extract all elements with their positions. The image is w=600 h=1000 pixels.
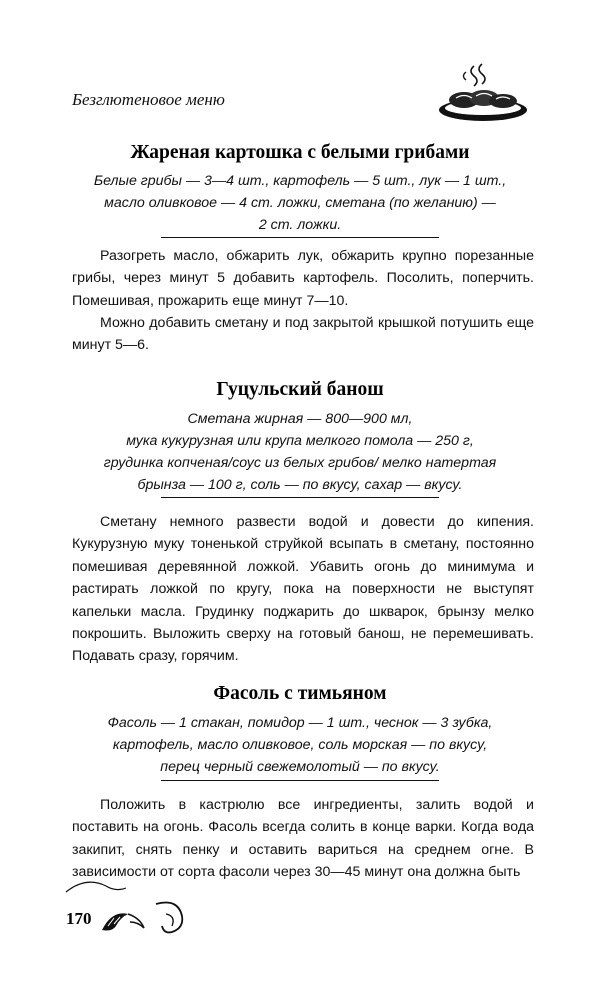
recipe-title: Гуцульский банош — [216, 379, 384, 400]
ingredients-line: Сметана жирная — 800—900 мл, — [187, 411, 413, 427]
ingredients-line: картофель, масло оливковое, соль морская — по вкусу, — [112, 737, 488, 753]
recipe-title: Фасоль с тимьяном — [213, 683, 387, 704]
curl-ornament-icon — [150, 896, 190, 940]
ingredients-line: 2 ст. ложки. — [258, 217, 342, 233]
divider — [161, 237, 439, 238]
divider — [161, 780, 439, 781]
ingredients-list — [60, 170, 540, 236]
ingredients-line: брынза — 100 г, соль — по вкусу, сахар — вкусу. — [137, 477, 463, 493]
page-number: 170 — [66, 909, 92, 928]
instructions-paragraph: Положить в кастрюлю все ингредиенты, залить водой и поставить на огонь. Фасоль всегда солить в конце варки. Когда вода закипит, снять пенку и оставить вариться на среднем огне. В зависимости от сорта фасоли через 30—45 минут она должна быть — [72, 797, 534, 881]
dish-with-steam-icon — [436, 62, 530, 124]
ingredients-list — [60, 712, 540, 778]
instructions-paragraph: Разогреть масло, обжарить лук, обжарить крупно порезанные грибы, через минут 5 добавить картофель. Посолить, поперчить. Помешивая, прожарить еще минут 7—10. — [72, 248, 534, 309]
divider — [161, 497, 439, 498]
leaf-ornament-icon — [98, 904, 150, 934]
ingredients-list — [60, 408, 540, 496]
instructions-paragraph: Можно добавить сметану и под закрытой крышкой потушить еще минут 5—6. — [72, 315, 534, 354]
running-title: Безглютеновое меню — [72, 90, 225, 109]
ingredients-line: грудинка копченая/соус из белых грибов/ мелко натертая — [103, 455, 497, 471]
ingredients-line: мука кукурузная или крупа мелкого помола — 250 г, — [126, 433, 474, 449]
ingredients-line: Фасоль — 1 стакан, помидор — 1 шт., чеснок — 3 зубка, — [107, 715, 493, 731]
instructions-paragraph: Сметану немного развести водой и довести до кипения. Кукурузную муку тоненькой струйкой всыпать в сметану, постоянно помешивая деревянной ложкой. Убавить огонь до минимума и растирать ложкой по кругу, пока на поверхности не выступят капельки масла. Грудинку поджарить до шкварок, брынзу мелко покрошить. Выложить сверху на готовый банош, не перемешивать. Подавать сразу, горячим. — [72, 514, 534, 665]
recipe-title: Жареная картошка с белыми грибами — [130, 142, 470, 163]
ingredients-line: Белые грибы — 3—4 шт., картофель — 5 шт., лук — 1 шт., — [93, 173, 507, 189]
ingredients-line: перец черный свежемолотый — по вкусу. — [160, 759, 440, 775]
ingredients-line: масло оливковое — 4 ст. ложки, сметана (по желанию) — — [104, 195, 496, 211]
